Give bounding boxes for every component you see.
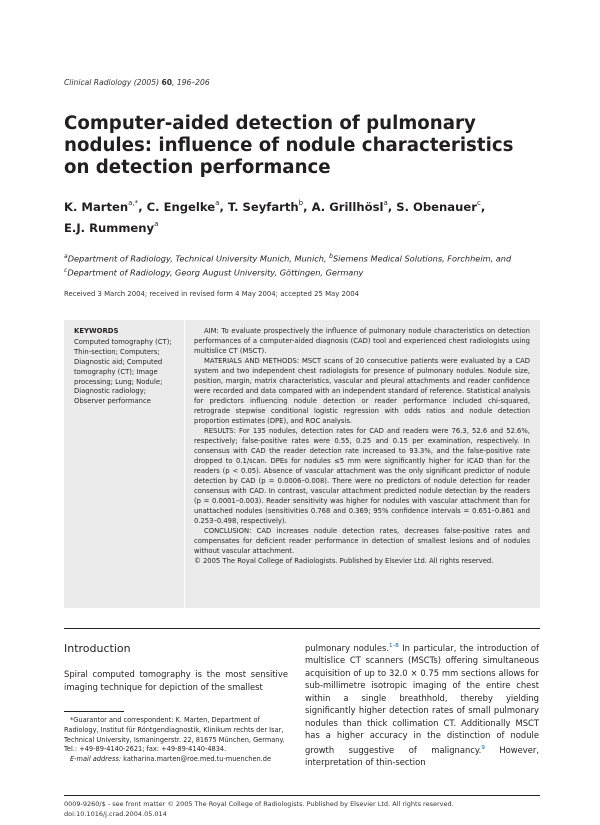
author: S. Obenauer$^c$: [396, 199, 481, 214]
keywords-title: KEYWORDS: [74, 327, 119, 335]
correspondence-text: *Guarantor and correspondent: K. Marten, Department of Radiology, Institut für Röntgendiagnostik, Klinikum rechts der Isar, Technical University, Ismaningerstr. 22, 81675 München, Germany. Tel.: +49-89-4140-2621; fax: +49-89-4140-4834.: [64, 716, 285, 754]
reference-link[interactable]: 9: [481, 744, 485, 751]
abstract-box: [64, 320, 540, 608]
received-dates: Received 3 March 2004; received in revised form 4 May 2004; accepted 25 May 2004: [64, 290, 360, 298]
affiliations: $^a$Department of Radiology, Technical University Munich, Munich, $^b$Siemens Medical Solutions, Forchheim, and $^c$Department of Radiology, Georg August University, Göttingen, Germany: [64, 253, 512, 278]
author: E.J. Rummeny$^a$: [64, 219, 159, 235]
correspondence-footnote: [64, 711, 288, 765]
author: C. Engelke$^a$: [146, 199, 220, 214]
keywords-panel: [74, 327, 174, 407]
journal-citation: Clinical Radiology (2005) 60, 196–206: [64, 78, 210, 87]
abstract-conclusion: CONCLUSION: CAD increases nodule detection rates, decreases false-positive rates and compensates for deficient reader performance in detection of smallest lesions and of nodules without vascular attachment.: [194, 527, 530, 555]
author-list: K. Marten$^{a,*}$, C. Engelke$^a$, T. Seyfarth$^b$, A. Grillhösl$^a$, S. Obenauer$^c$, E.J. Rummeny$^a$: [64, 199, 486, 235]
reference-link[interactable]: 1–8: [389, 643, 399, 649]
abstract: [194, 326, 530, 566]
abstract-copyright: © 2005 The Royal College of Radiologists. Published by Elsevier Ltd. All rights reserved.: [194, 557, 494, 565]
keywords-text: Computed tomography (CT); Thin-section; Computers; Diagnostic aid; Computed tomography (CT); Image processing; Lung; Nodule; Diagnostic radiology; Observer performance: [74, 337, 172, 406]
issn-footer: [64, 799, 454, 819]
email-line: E-mail address: katharina.marten@roe.med.tu-muenchen.de: [70, 755, 272, 764]
abstract-results: RESULTS: For 135 nodules, detection rates for CAD and readers were 76.3, 52.6 and 52.6%, respectively; false-positive rates were 0.55, 0.25 and 0.15 per examination, respectively. In consensus with CAD the reader detection rate increased to 93.3%, and the false-positive rate dropped to 0.1/scan. DPEs for nodules ≤5 mm were significantly higher for ICAD than for the readers (p < 0.05). Absence of vascular attachment was the only significant predictor of nodule detection by CAD (p = 0.0006–0.008). There were no predictors of nodule detection for reader consensus with CAD. In contrast, vascular attachment predicted nodule detection by the readers (p = 0.0001–0.003). Reader sensitivity was higher for nodules with vascular attachment than for unattached nodules (sensitivities 0.768 and 0.369; 95% confidence intervals = 0.651–0.861 and 0.253–0.498, respectively).: [194, 427, 530, 525]
author: K. Marten$^{a,*}$: [64, 199, 139, 214]
paper-title: Computer-aided detection of pulmonary nodules: influence of nodule characteristics on detection performance: [64, 113, 514, 178]
keywords-divider: [184, 320, 185, 608]
footer-divider: [64, 795, 540, 796]
issn-line: 0009-9260/$ - see front matter © 2005 The Royal College of Radiologists. Published by Elsevier Ltd. All rights reserved.: [64, 800, 454, 808]
footnote-divider: [64, 711, 124, 712]
email-link[interactable]: katharina.marten@roe.med.tu-muenchen.de: [123, 755, 272, 764]
section-divider: [64, 628, 540, 629]
doi-line[interactable]: doi:10.1016/j.crad.2004.05.014: [64, 810, 167, 818]
author: T. Seyfarth$^b$: [227, 199, 304, 214]
abstract-aim: AIM: To evaluate prospectively the influence of pulmonary nodule characteristics on detection performances of a computer-aided diagnosis (CAD) tool and experienced chest radiologists using multislice CT (MSCT).: [194, 327, 530, 355]
intro-left-text: Spiral computed tomography is the most sensitive imaging technique for depiction of the smallest: [64, 669, 288, 692]
abstract-methods: MATERIALS AND METHODS: MSCT scans of 20 consecutive patients were evaluated by a CAD system and two independent chest radiologists for presence of pulmonary nodules. Nodule size, position, margin, matrix characteristics, vascular and pleural attachments and reader confidence were recorded and data compared with an independent standard of reference. Statistical analysis for predictors influencing nodule detection or reader performance included chi-squared, retrograde stepwise conditional logistic regression with odds ratios and nodule detection proportion estimates (DPE), and ROC analysis.: [194, 357, 530, 425]
section-heading-introduction: Introduction: [64, 642, 131, 655]
journal-volume: 60: [161, 78, 173, 87]
author: A. Grillhösl$^a$: [311, 199, 388, 214]
intro-right-text: pulmonary nodules.$^{1-8}$ In particular, the introduction of multislice CT scanners (MSCTs) offering simultaneous acquisition of up to 32.0 × 0.75 mm sections allows for sub-millimetre isotropic imaging of the entire chest within a single breathhold, thereby yielding significantly higher detection rates of small pulmonary nodules than thick collimation CT. Additionally MSCT has a higher accuracy in the distinction of nodule growth suggestive of malignancy.$^9$ However, interpretation of thin-section: [305, 642, 539, 768]
